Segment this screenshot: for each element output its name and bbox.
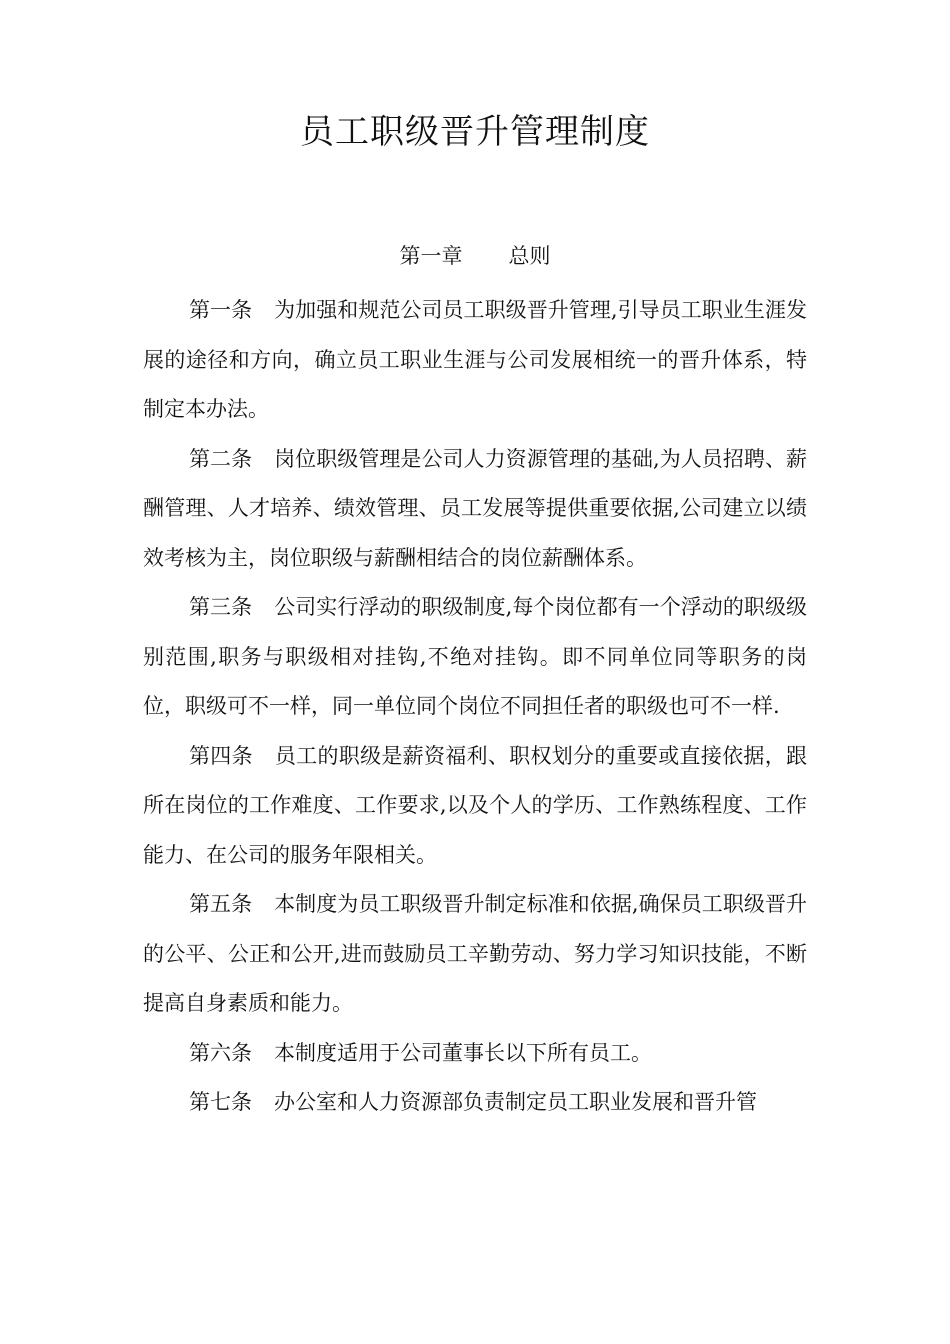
article-text: 岗位职级管理是公司人力资源管理的基础,为人员招聘、薪酬管理、人才培养、绩效管理、员工发展等提供重要依据,公司建立以绩效考核为主，岗位职级与薪酬相结合的岗位薪酬体系。	[143, 446, 807, 570]
article-text: 本制度为员工职级晋升制定标准和依据,确保员工职级晋升的公平、公正和公开,进而鼓励员工辛勤劳动、努力学习知识技能，不断提高自身素质和能力。	[143, 892, 807, 1015]
document-title: 员工职级晋升管理制度	[300, 112, 650, 152]
article-label: 第二条	[189, 446, 253, 471]
article-label: 第七条	[189, 1090, 252, 1114]
article-text: 员工的职级是薪资福利、职权划分的重要或直接依据，跟所在岗位的工作难度、工作要求,以及个人的学历、工作熟练程度、工作能力、在公司的服务年限相关。	[143, 743, 807, 867]
article-6	[143, 1029, 807, 1079]
article-5	[143, 880, 807, 1029]
article-label: 第三条	[189, 595, 253, 619]
chapter-name: 总则	[508, 244, 551, 268]
chapter-heading	[0, 240, 950, 272]
article-4	[143, 732, 807, 881]
article-label: 第六条	[189, 1040, 252, 1065]
article-2	[143, 435, 807, 584]
article-text: 公司实行浮动的职级制度,每个岗位都有一个浮动的职级级别范围,职务与职级相对挂钩,不绝对挂钩。即不同单位同等职务的岗位，职级可不一样，同一单位同个岗位不同担任者的职级也可不一样.	[143, 595, 807, 718]
article-text: 为加强和规范公司员工职级晋升管理,引导员工职业生涯发展的途径和方向，确立员工职业生涯与公司发展相统一的晋升体系，特制定本办法。	[143, 298, 807, 421]
article-text: 办公室和人力资源部负责制定员工职业发展和晋升管	[274, 1090, 757, 1114]
article-label: 第五条	[189, 892, 253, 916]
chapter-number: 第一章	[399, 244, 463, 268]
article-1	[143, 286, 807, 435]
document-body	[143, 286, 807, 1128]
article-7	[143, 1078, 807, 1128]
article-3	[143, 583, 807, 732]
article-label: 第四条	[189, 743, 253, 768]
article-label: 第一条	[189, 298, 253, 322]
article-text: 本制度适用于公司董事长以下所有员工。	[274, 1040, 652, 1065]
